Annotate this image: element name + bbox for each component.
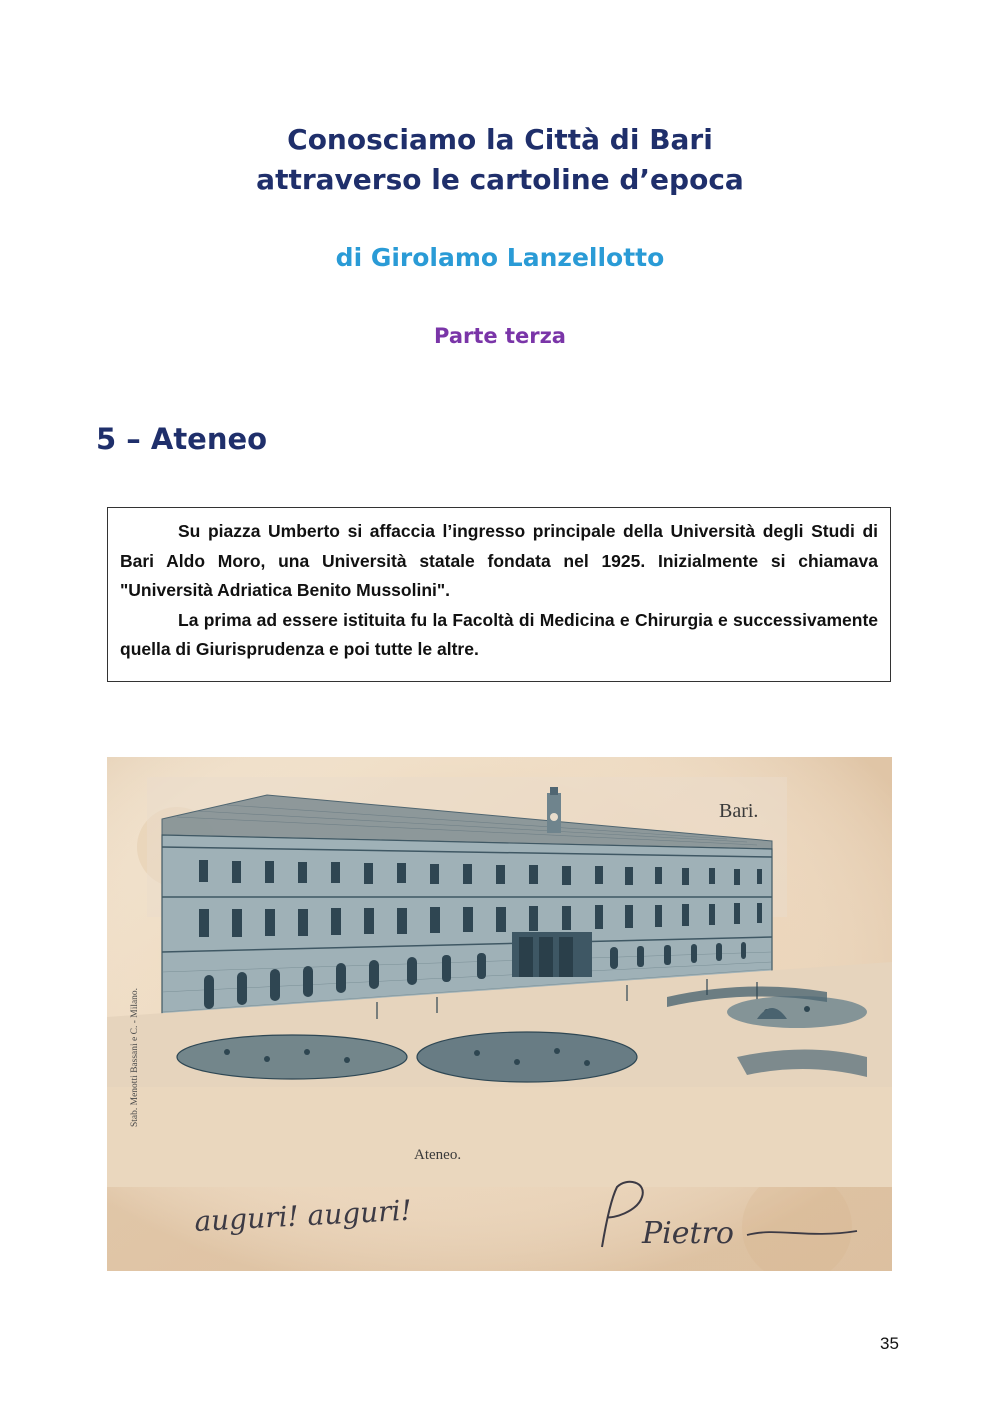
section-heading: 5 – Ateneo [96,422,268,456]
page-number: 35 [880,1334,899,1353]
description-box [107,507,891,682]
postcard-image [107,757,892,1271]
postcard-publisher: Stab. Menotti Bassani e C. - Milano. [130,987,140,1127]
postcard-signature-text: Pietro [642,1216,734,1251]
postcard-caption: Ateneo. [414,1147,462,1163]
paragraph-1: Su piazza Umberto si affaccia l’ingresso principale della Università degli Studi di Bari Aldo Moro, una Università statale fondata nel 1925. Inizialmente si chiamava "Università Adriatica Benito Mussolini". [120,521,878,600]
postcard-city-label: Bari. [719,800,759,822]
title-line-1: Conosciamo la Città di Bari [287,123,713,156]
title-line-2: attraverso le cartoline d’epoca [256,163,744,196]
postcard-handwriting: auguri! auguri! [193,1193,413,1238]
part-label: Parte terza [434,324,566,348]
author-byline: di Girolamo Lanzellotto [335,243,665,272]
postcard-illustration [107,757,892,1271]
paragraph-2: La prima ad essere istituita fu la Facoltà di Medicina e Chirurgia e successivamente quella di Giurisprudenza e poi tutte le altre. [120,609,878,659]
article-title [0,120,1000,200]
